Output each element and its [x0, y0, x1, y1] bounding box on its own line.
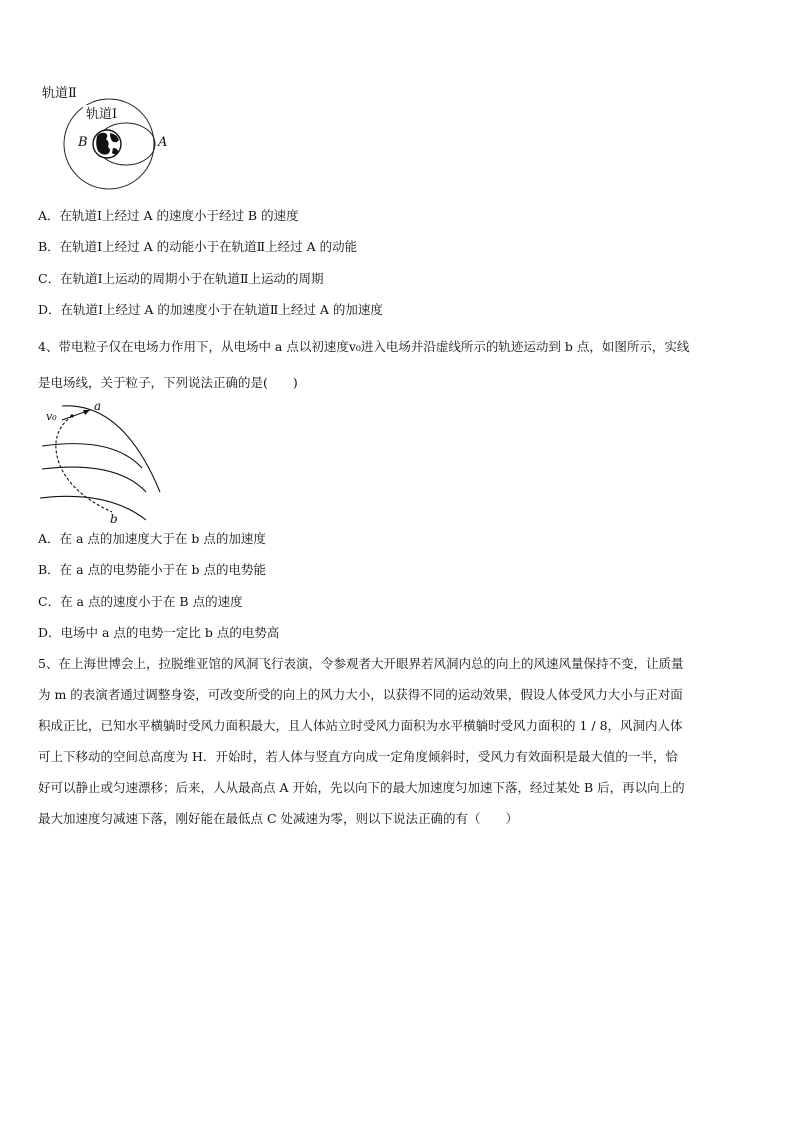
q3-option-b: B．在轨道Ⅰ上经过 A 的动能小于在轨道Ⅱ上经过 A 的动能	[38, 239, 358, 254]
q5-stem-line-1: 5、在上海世博会上，拉脱维亚馆的风洞飞行表演，令参观者大开眼界若风洞内总的向上的风速风量保持不变，让质量	[38, 656, 684, 671]
electric-field-figure	[38, 396, 168, 526]
q4-option-c: C．在 a 点的速度小于在 B 点的速度	[38, 594, 243, 609]
q4-stem-line-1: 4、带电粒子仅在电场力作用下，从电场中 a 点以初速度v₀进入电场并沿虚线所示的轨迹运动到 b 点，如图所示，实线	[38, 339, 690, 354]
q3-option-c: C．在轨道Ⅰ上运动的周期小于在轨道Ⅱ上运动的周期	[38, 271, 324, 286]
point-b-label: B	[78, 135, 88, 150]
velocity-label: v₀	[46, 410, 57, 423]
earth-icon	[93, 130, 121, 158]
point-a-label: a	[94, 399, 102, 413]
q5-stem-line-6: 最大加速度匀减速下落，刚好能在最低点 C 处减速为零，则以下说法正确的有（ ）	[38, 811, 519, 826]
q4-option-d: D．电场中 a 点的电势一定比 b 点的电势高	[38, 625, 280, 640]
q3-option-a: A．在轨道Ⅰ上经过 A 的速度小于经过 B 的速度	[38, 208, 299, 223]
q5-stem-line-3: 积成正比，已知水平横躺时受风力面积最大，且人体站立时受风力面积为水平横躺时受风力面积的 1 / 8，风洞内人体	[38, 718, 683, 733]
field-line	[42, 467, 146, 492]
q5-stem-line-2: 为 m 的表演者通过调整身姿，可改变所受的向上的风力大小，以获得不同的运动效果，假设人体受风力大小与正对面	[38, 687, 683, 702]
orbit-1-label: 轨道Ⅰ	[86, 107, 118, 122]
q4-option-a: A．在 a 点的加速度大于在 b 点的加速度	[38, 531, 266, 546]
orbit-2-label: 轨道Ⅱ	[42, 86, 77, 101]
point-a-dot	[70, 414, 73, 417]
q5-stem-line-4: 可上下移动的空间总高度为 H．开始时，若人体与竖直方向成一定角度倾斜时，受风力有效面积是最大值的一半，恰	[38, 749, 678, 764]
point-a-label: A	[158, 135, 168, 150]
point-b-label: b	[110, 512, 118, 526]
q4-stem-line-2: 是电场线，关于粒子，下列说法正确的是( )	[38, 375, 298, 390]
orbit-figure	[40, 78, 180, 193]
q5-stem-line-5: 好可以静止或匀速漂移；后来，人从最高点 A 开始，先以向下的最大加速度匀加速下落，经过某处 B 后，再以向上的	[38, 780, 685, 795]
q4-option-b: B．在 a 点的电势能小于在 b 点的电势能	[38, 562, 267, 577]
arrowhead-icon	[83, 410, 90, 415]
field-line	[40, 496, 146, 520]
q3-option-d: D．在轨道Ⅰ上经过 A 的加速度小于在轨道Ⅱ上经过 A 的加速度	[38, 302, 383, 317]
